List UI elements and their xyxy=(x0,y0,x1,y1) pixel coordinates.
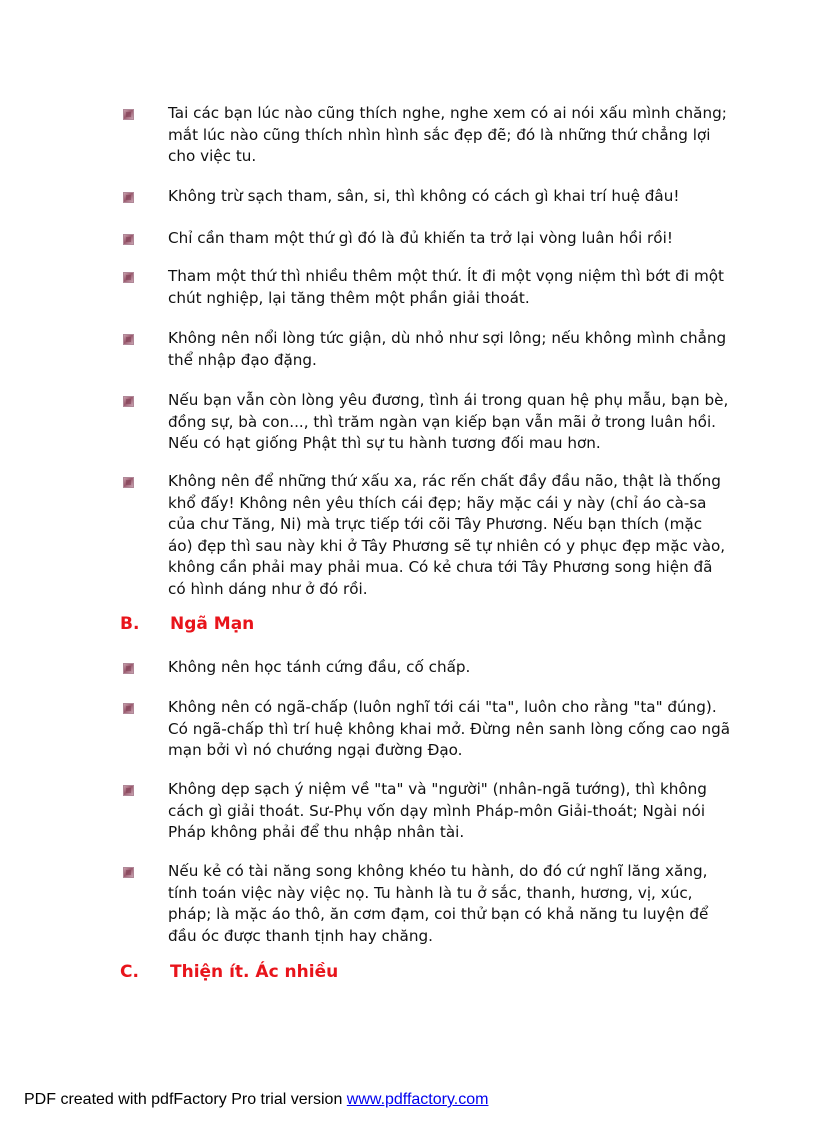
bullet-square-icon xyxy=(123,396,134,407)
section-c-letter: C. xyxy=(120,962,139,982)
section-c-title: Thiện ít. Ác nhiều xyxy=(170,962,339,982)
text-line: Nếu bạn vẫn còn lòng yêu đương, tình ái trong quan hệ phụ mẫu, bạn bè, xyxy=(168,391,729,409)
section-b-letter: B. xyxy=(120,614,140,634)
section-a-item xyxy=(168,266,724,309)
text-line: cách gì giải thoát. Sư-Phụ vốn dạy mình Pháp-môn Giải-thoát; Ngài nói xyxy=(168,801,706,820)
bullet-square-icon xyxy=(123,477,134,488)
footer-link[interactable]: www.pdffactory.com xyxy=(346,1091,489,1108)
bullet-square-icon xyxy=(123,109,134,120)
bullet-square-icon xyxy=(123,663,134,674)
text-line: Tham một thứ thì nhiều thêm một thứ. Ít đi một vọng niệm thì bớt đi một xyxy=(168,267,724,285)
bullet-square-icon xyxy=(123,234,134,245)
text-line: Chỉ cần tham một thứ gì đó là đủ khiến ta trở lại vòng luân hồi rồi! xyxy=(168,229,673,247)
section-a-item xyxy=(168,328,727,371)
section-b-item xyxy=(168,861,708,947)
text-line: khổ đấy! Không nên yêu thích cái đẹp; hãy mặc cái y này (chỉ áo cà-sa xyxy=(168,493,707,512)
text-line: Không nên có ngã-chấp (luôn nghĩ tới cái "ta", luôn cho rằng "ta" đúng). xyxy=(168,698,717,716)
bullet-square-icon xyxy=(123,785,134,796)
section-a-item xyxy=(168,103,727,168)
text-line: Không nên để những thứ xấu xa, rác rến chất đầy đầu não, thật là thống xyxy=(168,472,721,490)
text-line: Không nên nổi lòng tức giận, dù nhỏ như sợi lông; nếu không mình chẳng xyxy=(168,329,727,347)
text-line: Có ngã-chấp thì trí huệ không khai mở. Đừng nên sanh lòng cống cao ngã xyxy=(168,719,731,738)
text-line: không cần phải may phải mua. Có kẻ chưa tới Tây Phương song hiện đã xyxy=(168,558,713,576)
text-line: Nếu có hạt giống Phật thì sự tu hành tương đối mau hơn. xyxy=(168,434,601,452)
text-line: Không trừ sạch tham, sân, si, thì không có cách gì khai trí huệ đâu! xyxy=(168,187,680,205)
pdf-footer xyxy=(24,1091,488,1109)
footer-text: PDF created with pdfFactory Pro trial version xyxy=(24,1091,347,1108)
text-line: Không dẹp sạch ý niệm về "ta" và "người" (nhân-ngã tướng), thì không xyxy=(168,780,707,798)
text-line: đồng sự, bà con..., thì trăm ngàn vạn kiếp bạn vẫn mãi ở trong luân hồi. xyxy=(168,412,716,431)
text-line: Pháp không phải để thu nhập nhân tài. xyxy=(168,823,465,841)
text-line: của chư Tăng, Ni) mà trực tiếp tới cõi Tây Phương. Nếu bạn thích (mặc xyxy=(168,515,703,533)
section-a-item xyxy=(168,228,708,250)
text-line: cho việc tu. xyxy=(168,147,257,165)
section-a-item xyxy=(168,471,726,600)
bullet-square-icon xyxy=(123,703,134,714)
text-line: mạn bởi vì nó chướng ngại đường Đạo. xyxy=(168,741,463,759)
text-line: Không nên học tánh cứng đầu, cố chấp. xyxy=(168,658,471,676)
text-line: Tai các bạn lúc nào cũng thích nghe, nghe xem có ai nói xấu mình chăng; xyxy=(168,104,727,122)
bullet-square-icon xyxy=(123,192,134,203)
section-b-item xyxy=(168,697,731,762)
bullet-square-icon xyxy=(123,867,134,878)
bullet-square-icon xyxy=(123,334,134,345)
text-line: mắt lúc nào cũng thích nhìn hình sắc đẹp đẽ; đó là những thứ chẳng lợi xyxy=(168,125,711,144)
text-line: Nếu kẻ có tài năng song không khéo tu hành, do đó cứ nghĩ lăng xăng, xyxy=(168,862,708,880)
section-a-item xyxy=(168,186,708,208)
text-line: chút nghiệp, lại tăng thêm một phần giải thoát. xyxy=(168,288,530,307)
section-b-title: Ngã Mạn xyxy=(170,614,255,634)
text-line: thể nhập đạo đặng. xyxy=(168,350,317,369)
section-b-item xyxy=(168,657,708,679)
section-a-item xyxy=(168,390,729,455)
text-line: áo) đẹp thì sau này khi ở Tây Phương sẽ tự nhiên có y phục đẹp mặc vào, xyxy=(168,536,726,555)
bullet-square-icon xyxy=(123,272,134,283)
text-line: pháp; là mặc áo thô, ăn cơm đạm, coi thử bạn có khả năng tu luyện để xyxy=(168,905,709,923)
text-line: tính toán việc này việc nọ. Tu hành là tu ở sắc, thanh, hương, vị, xúc, xyxy=(168,883,693,902)
section-b-item xyxy=(168,779,708,844)
text-line: có hình dáng như ở đó rồi. xyxy=(168,579,368,598)
text-line: đầu óc được thanh tịnh hay chăng. xyxy=(168,926,433,945)
